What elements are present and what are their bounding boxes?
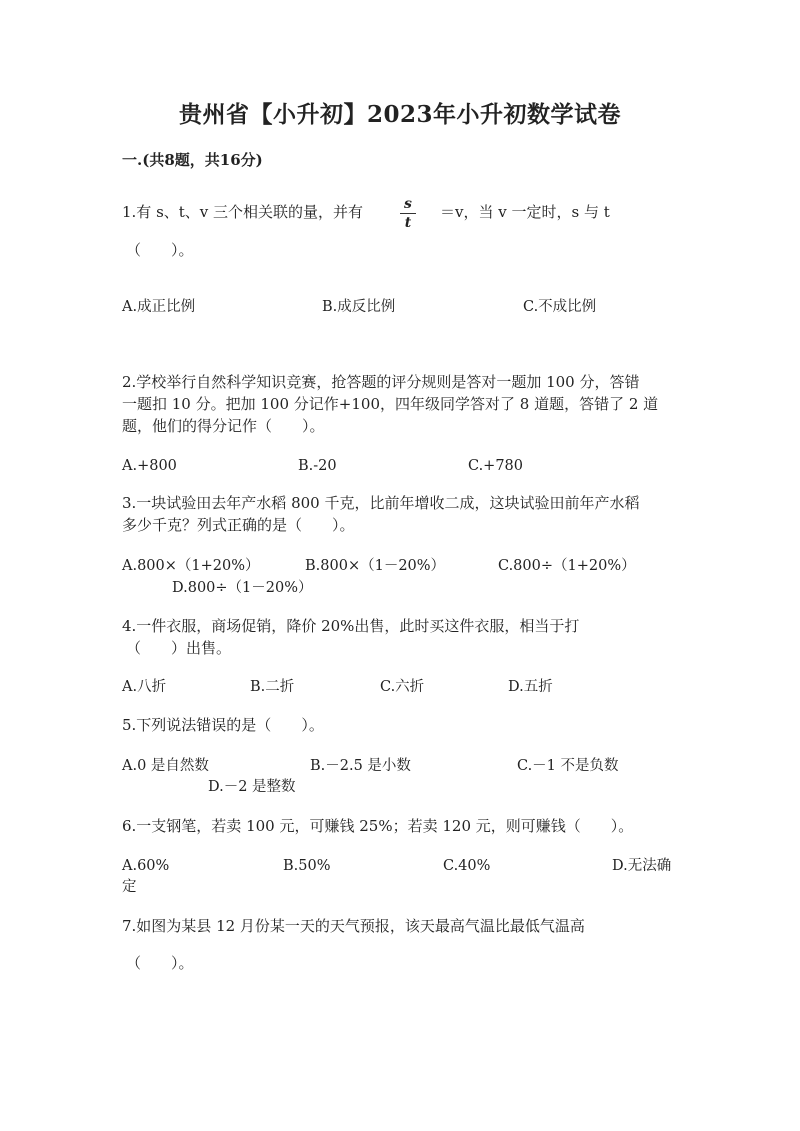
question-5-stem: 5.下列说法错误的是（ ）。 (122, 716, 324, 734)
option-d[interactable]: D.－2 是整数 (208, 779, 296, 795)
option-c[interactable]: C.+780 (468, 458, 524, 474)
option-b[interactable]: B.成反比例 (322, 299, 396, 315)
fraction-s-over-t (396, 196, 420, 231)
fraction-numerator: s (404, 196, 412, 212)
section-heading: 一.(共8题，共16分) (122, 151, 263, 169)
question-4-line-1: 4.一件衣服，商场促销，降价 20%出售，此时买这件衣服，相当于打 (122, 617, 580, 635)
option-d[interactable]: D.无法确 (612, 858, 672, 874)
question-3-line-1: 3.一块试验田去年产水稻 800 千克，比前年增收二成，这块试验田前年产水稻 (122, 494, 640, 512)
option-c[interactable]: C.800÷（1+20%） (498, 558, 636, 574)
page-title: 贵州省【小升初】2023年小升初数学试卷 (178, 101, 621, 128)
option-d[interactable]: D.800÷（1－20%） (172, 580, 313, 596)
option-c[interactable]: C.40% (443, 858, 491, 874)
option-d-continued: 定 (122, 879, 137, 895)
question-7-line-1: 7.如图为某县 12 月份某一天的天气预报，该天最高气温比最低气温高 (122, 917, 585, 935)
option-b[interactable]: B.800×（1－20%） (305, 558, 446, 574)
option-b[interactable]: B.-20 (298, 458, 337, 474)
fraction-bar (400, 213, 416, 214)
option-b[interactable]: B.－2.5 是小数 (310, 758, 411, 774)
question-1-blank: （ ）。 (126, 241, 194, 259)
option-b[interactable]: B.50% (283, 858, 331, 874)
option-b[interactable]: B.二折 (250, 679, 295, 695)
option-a[interactable]: A.成正比例 (122, 299, 196, 315)
question-3-line-2: 多少千克？列式正确的是（ ）。 (122, 516, 355, 534)
option-a[interactable]: A.0 是自然数 (122, 758, 209, 774)
question-1-stem-part2: ＝v，当 v 一定时，s 与 t (440, 203, 610, 221)
option-a[interactable]: A.60% (122, 858, 170, 874)
question-1-stem-part1: 1.有 s、t、v 三个相关联的量，并有 (122, 203, 364, 221)
option-c[interactable]: C.六折 (380, 679, 425, 695)
option-a[interactable]: A.800×（1+20%） (122, 558, 260, 574)
question-2-line-3: 题，他们的得分记作（ ）。 (122, 417, 325, 435)
fraction-denominator: t (404, 215, 412, 231)
option-c[interactable]: C.不成比例 (523, 299, 597, 315)
option-d[interactable]: D.五折 (508, 679, 553, 695)
option-c[interactable]: C.－1 不是负数 (517, 758, 619, 774)
option-a[interactable]: A.+800 (122, 458, 177, 474)
question-6-stem: 6.一支钢笔，若卖 100 元，可赚钱 25%；若卖 120 元，则可赚钱（ ）。 (122, 817, 634, 835)
question-4-line-2: （ ）出售。 (126, 639, 232, 657)
option-a[interactable]: A.八折 (122, 679, 167, 695)
question-2-line-2: 一题扣 10 分。把加 100 分记作+100，四年级同学答对了 8 道题，答错了 2 道 (122, 395, 659, 413)
question-7-line-2: （ ）。 (126, 954, 194, 972)
question-2-line-1: 2.学校举行自然科学知识竞赛，抢答题的评分规则是答对一题加 100 分，答错 (122, 373, 640, 391)
